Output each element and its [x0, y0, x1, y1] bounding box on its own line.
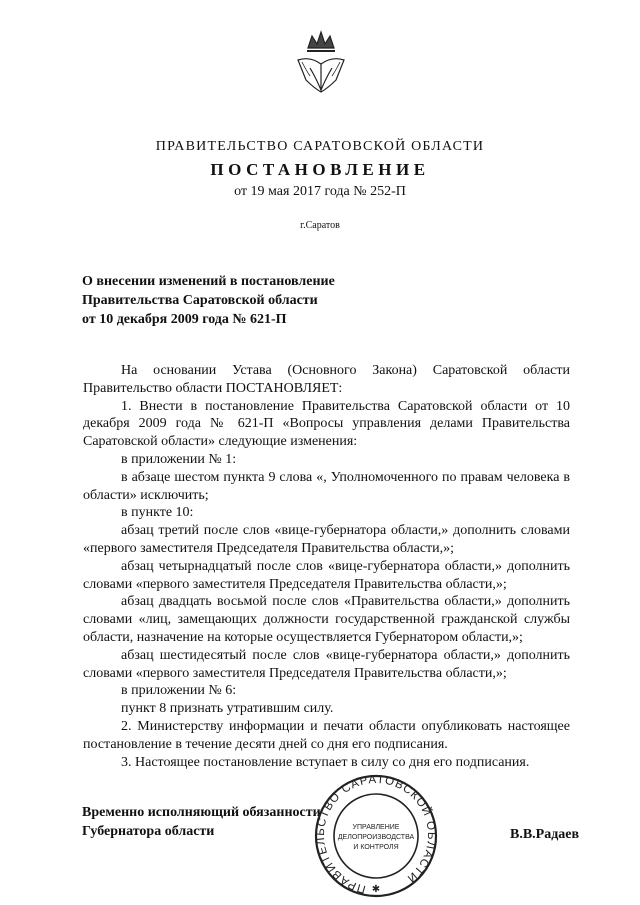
- government-name: ПРАВИТЕЛЬСТВО САРАТОВСКОЙ ОБЛАСТИ: [155, 139, 485, 154]
- signatory-title-line: Губернатора области: [82, 824, 215, 839]
- body-paragraph: абзац шестидесятый после слов «вице-губернатора области,» дополнить словами «первого заместителя Председателя Правительства области,»;: [83, 647, 570, 681]
- body-paragraph: 1. Внести в постановление Правительства Саратовской области от 10 декабря 2009 года № 621-П «Вопросы управления делами Правительства Саратовской области» следующие изменения:: [83, 398, 570, 450]
- body-paragraph: 2. Министерству информации и печати области опубликовать настоящее постановление в течение десяти дней со дня его подписания.: [83, 718, 570, 752]
- subject-line: Правительства Саратовской области: [82, 293, 318, 308]
- coat-of-arms-emblem: [290, 18, 352, 96]
- body-paragraph: абзац третий после слов «вице-губернатора области,» дополнить словами «первого заместителя Председателя Правительства области,»;: [83, 523, 570, 556]
- signatory-title: [82, 803, 321, 841]
- body-paragraph: абзац двадцать восьмой после слов «Правительства области,» дополнить словами «лиц, замещающих должности государственной гражданской службы области, назначение на которые осуществляется Губернатором области,»;: [83, 594, 570, 645]
- stamp-inner-text: УПРАВЛЕНИЕ: [352, 824, 400, 831]
- signatory-title-line: Временно исполняющий обязанности: [82, 805, 321, 820]
- stamp-inner-text: ДЕЛОПРОИЗВОДСТВА: [337, 834, 415, 841]
- subject-line: от 10 декабря 2009 года № 621-П: [82, 312, 287, 327]
- stamp-ring-text: ПРАВИТЕЛЬСТВО САРАТОВСКОЙ ОБЛАСТИ: [314, 774, 438, 895]
- stamp-star-icon: ✱: [371, 884, 381, 895]
- body-paragraph: абзац четырнадцатый после слов «вице-губернатора области,» дополнить словами «первого заместителя Председателя Правительства области,»;: [83, 558, 570, 592]
- stamp-inner-text: И КОНТРОЛЯ: [353, 844, 399, 851]
- body-paragraph: в приложении № 1:: [121, 451, 237, 467]
- official-stamp: [302, 774, 450, 898]
- signatory-name: В.В.Радаев: [510, 827, 580, 842]
- body-paragraph: На основании Устава (Основного Закона) Саратовской области Правительство области ПОСТАНОВЛЯЕТ:: [83, 363, 570, 396]
- body-paragraph: в абзаце шестом пункта 9 слова «, Уполномоченного по правам человека в области» исключить;: [83, 469, 570, 503]
- document-body: [83, 362, 570, 771]
- document-subject: [82, 272, 335, 329]
- body-paragraph: в приложении № 6:: [121, 683, 237, 699]
- document-type-title: ПОСТАНОВЛЕНИЕ: [210, 160, 430, 179]
- document-date-number: от 19 мая 2017 года № 252-П: [234, 184, 406, 199]
- document-city: г.Саратов: [300, 220, 340, 231]
- body-paragraph: 3. Настоящее постановление вступает в силу со дня его подписания.: [121, 754, 530, 770]
- body-paragraph: пункт 8 признать утратившим силу.: [121, 701, 334, 717]
- body-paragraph: в пункте 10:: [121, 505, 194, 521]
- subject-line: О внесении изменений в постановление: [82, 274, 335, 289]
